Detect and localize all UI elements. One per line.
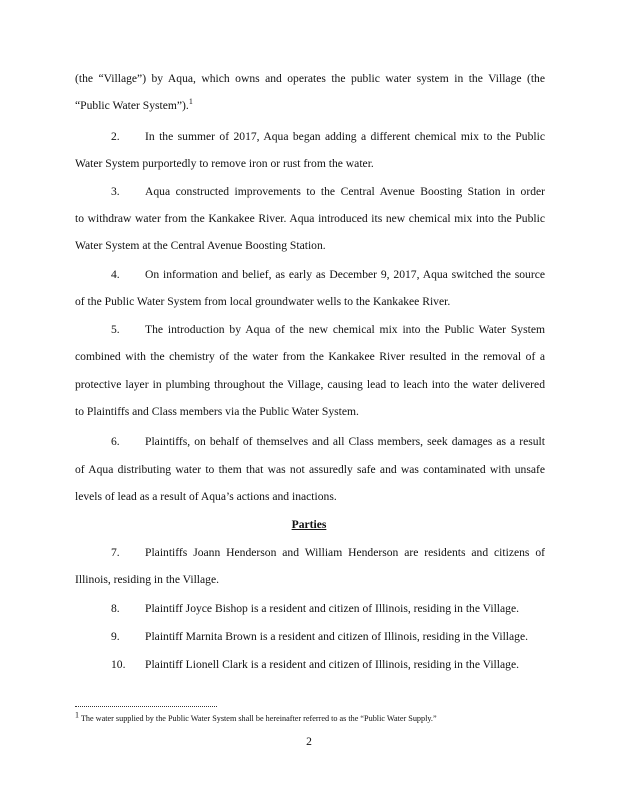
paragraph-2-number: 2.	[111, 130, 120, 143]
footnote-text: The water supplied by the Public Water System shall be hereinafter referred to as the “Public Water Supply.”	[80, 714, 437, 723]
footnote	[75, 710, 545, 724]
paragraph-2-line-1	[75, 130, 545, 144]
paragraph-2-text-1: In the summer of 2017, Aqua began adding a different chemical mix to the Public	[145, 130, 545, 143]
paragraph-8-number: 8.	[111, 602, 120, 615]
paragraph-5-text-1: The introduction by Aqua of the new chemical mix into the Public Water System	[145, 323, 545, 336]
footnote-reference: 1	[188, 97, 193, 107]
paragraph-5-line-4: to Plaintiffs and Class members via the Public Water System.	[75, 405, 359, 418]
paragraph-5-number: 5.	[111, 323, 120, 336]
intro-line-1: (the “Village”) by Aqua, which owns and operates the public water system in the Village (the	[75, 72, 545, 85]
paragraph-6-line-1	[75, 435, 545, 449]
paragraph-4-line-1	[75, 268, 545, 282]
paragraph-3-text-1: Aqua constructed improvements to the Central Avenue Boosting Station in order	[145, 185, 545, 198]
paragraph-7-text-1: Plaintiffs Joann Henderson and William Henderson are residents and citizens of	[145, 546, 545, 559]
page-number: 2	[306, 735, 312, 748]
paragraph-7-line-2: Illinois, residing in the Village.	[75, 573, 219, 586]
paragraph-10-text-1: Plaintiff Lionell Clark is a resident and citizen of Illinois, residing in the Village.	[145, 658, 519, 671]
paragraph-5-line-3: protective layer in plumbing throughout the Village, causing lead to leach into the water delivered	[75, 378, 545, 391]
paragraph-2-line-2: Water System purportedly to remove iron or rust from the water.	[75, 157, 374, 170]
paragraph-9-line-1	[75, 630, 545, 644]
paragraph-3-line-3: Water System at the Central Avenue Boosting Station.	[75, 239, 326, 252]
paragraph-7-line-1	[75, 546, 545, 560]
paragraph-8-text-1: Plaintiff Joyce Bishop is a resident and citizen of Illinois, residing in the Village.	[145, 602, 519, 615]
section-heading-parties: Parties	[291, 518, 327, 531]
paragraph-6-number: 6.	[111, 435, 120, 448]
paragraph-7-number: 7.	[111, 546, 120, 559]
footnote-marker: 1	[75, 710, 79, 720]
paragraph-8-line-1	[75, 602, 545, 616]
paragraph-5-line-1	[75, 323, 545, 337]
paragraph-9-number: 9.	[111, 630, 120, 643]
paragraph-5-line-2: combined with the chemistry of the water from the Kankakee River resulted in the removal of a	[75, 350, 545, 363]
footnote-separator	[75, 706, 217, 707]
paragraph-6-line-3: levels of lead as a result of Aqua’s actions and inactions.	[75, 490, 337, 503]
paragraph-3-number: 3.	[111, 185, 120, 198]
paragraph-9-text-1: Plaintiff Marnita Brown is a resident and citizen of Illinois, residing in the Village.	[145, 630, 529, 643]
paragraph-4-number: 4.	[111, 268, 120, 281]
paragraph-4-text-1: On information and belief, as early as December 9, 2017, Aqua switched the source	[145, 268, 545, 281]
paragraph-6-text-1: Plaintiffs, on behalf of themselves and all Class members, seek damages as a result	[145, 435, 545, 448]
intro-line-2-text: “Public Water System”).	[75, 99, 189, 112]
paragraph-3-line-2: to withdraw water from the Kankakee River. Aqua introduced its new chemical mix into the Public	[75, 212, 545, 225]
paragraph-10-number: 10.	[111, 658, 126, 671]
intro-line-2	[75, 99, 545, 113]
paragraph-6-line-2: of Aqua distributing water to them that was not assuredly safe and was contaminated with unsafe	[75, 463, 545, 476]
paragraph-3-line-1	[75, 185, 545, 199]
paragraph-4-line-2: of the Public Water System from local groundwater wells to the Kankakee River.	[75, 295, 451, 308]
paragraph-10-line-1	[75, 658, 545, 672]
